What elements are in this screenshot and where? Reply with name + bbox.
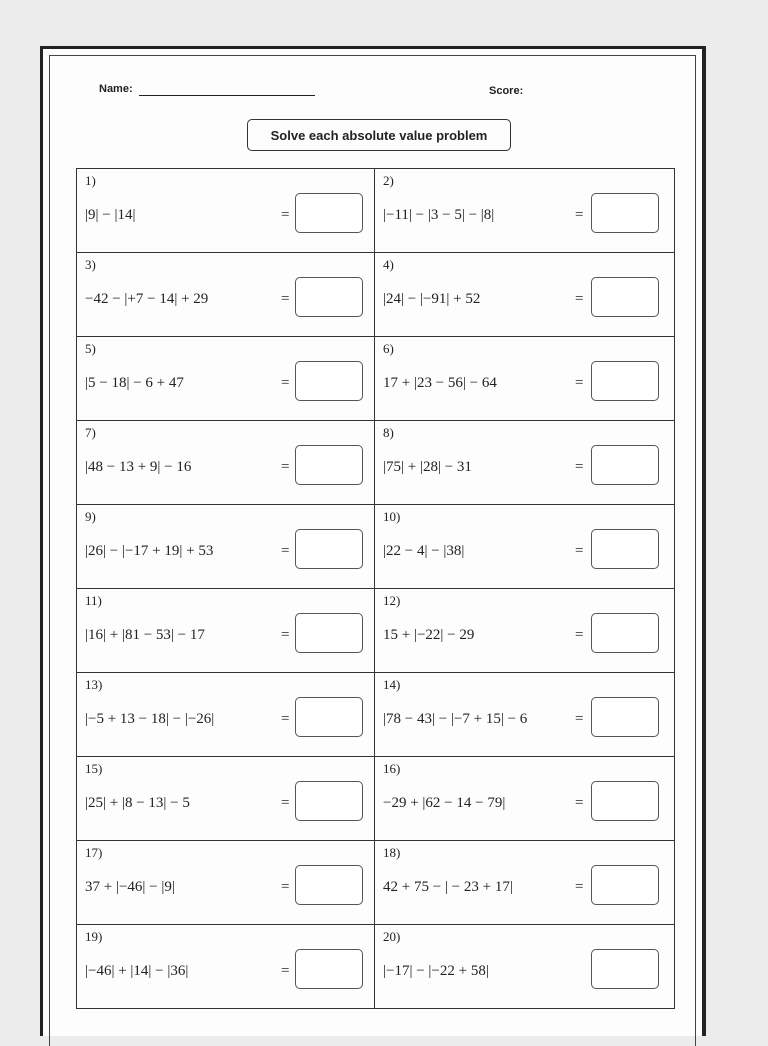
- problem-number: 4): [383, 257, 394, 272]
- worksheet-title: Solve each absolute value problem: [247, 119, 511, 151]
- equals-sign: =: [281, 291, 290, 307]
- answer-box[interactable]: [591, 193, 659, 233]
- problem-number: 12): [383, 593, 401, 608]
- problem-number: 2): [383, 173, 394, 188]
- problem-expression: −42 − |+7 − 14| + 29: [85, 291, 209, 307]
- problem-expression: |5 − 18| − 6 + 47: [85, 375, 184, 391]
- problem-cell: [77, 589, 375, 673]
- equals-sign: =: [281, 375, 290, 391]
- answer-box[interactable]: [295, 697, 363, 737]
- problem-expression: |75| + |28| − 31: [383, 459, 472, 475]
- problem-cell: [375, 505, 675, 589]
- answer-box[interactable]: [295, 277, 363, 317]
- problem-expression: 42 + 75 − | − 23 + 17|: [383, 879, 513, 895]
- equals-sign: =: [575, 207, 584, 223]
- problem-expression: |26| − |−17 + 19| + 53: [85, 543, 214, 559]
- problem-cell: [77, 337, 375, 421]
- problem-expression: |48 − 13 + 9| − 16: [85, 459, 192, 475]
- answer-box[interactable]: [591, 697, 659, 737]
- problem-expression: |16| + |81 − 53| − 17: [85, 627, 205, 643]
- problem-number: 15): [85, 761, 103, 776]
- equals-sign: =: [281, 207, 290, 223]
- problem-expression: |78 − 43| − |−7 + 15| − 6: [383, 711, 528, 727]
- name-label: Name:: [99, 83, 133, 95]
- answer-box[interactable]: [591, 949, 659, 989]
- answer-box[interactable]: [295, 781, 363, 821]
- answer-box[interactable]: [295, 529, 363, 569]
- problem-cell: [375, 421, 675, 505]
- equals-sign: =: [281, 543, 290, 559]
- problem-cell: [375, 169, 675, 253]
- name-field-line[interactable]: [139, 95, 315, 96]
- problem-cell: [77, 169, 375, 253]
- problem-cell: [375, 589, 675, 673]
- problem-cell: [375, 925, 675, 1009]
- problem-cell: [375, 841, 675, 925]
- worksheet-page: [40, 46, 706, 1036]
- problem-expression: |22 − 4| − |38|: [383, 543, 465, 559]
- equals-sign: =: [575, 291, 584, 307]
- answer-box[interactable]: [591, 865, 659, 905]
- problem-grid: [76, 168, 675, 1009]
- problem-expression: |−46| + |14| − |36|: [85, 963, 189, 979]
- problem-number: 1): [85, 173, 96, 188]
- problem-number: 16): [383, 761, 401, 776]
- answer-box[interactable]: [591, 529, 659, 569]
- problem-expression: 37 + |−46| − |9|: [85, 879, 175, 895]
- equals-sign: =: [281, 459, 290, 475]
- answer-box[interactable]: [591, 445, 659, 485]
- problem-expression: 15 + |−22| − 29: [383, 627, 475, 643]
- problem-cell: [375, 253, 675, 337]
- problem-number: 5): [85, 341, 96, 356]
- answer-box[interactable]: [591, 361, 659, 401]
- answer-box[interactable]: [295, 613, 363, 653]
- equals-sign: =: [575, 795, 584, 811]
- problem-cell: [77, 673, 375, 757]
- equals-sign: =: [281, 963, 290, 979]
- problem-expression: 17 + |23 − 56| − 64: [383, 375, 497, 391]
- equals-sign: =: [281, 795, 290, 811]
- problem-expression: |24| − |−91| + 52: [383, 291, 481, 307]
- answer-box[interactable]: [295, 865, 363, 905]
- problem-expression: |9| − |14|: [85, 207, 136, 223]
- problem-number: 13): [85, 677, 103, 692]
- problem-number: 6): [383, 341, 394, 356]
- answer-box[interactable]: [295, 445, 363, 485]
- header: [99, 83, 662, 103]
- problem-expression: |−17| − |−22 + 58|: [383, 963, 489, 979]
- equals-sign: =: [575, 879, 584, 895]
- problem-cell: [77, 841, 375, 925]
- answer-box[interactable]: [591, 781, 659, 821]
- problem-cell: [375, 337, 675, 421]
- problem-number: 8): [383, 425, 394, 440]
- equals-sign: =: [575, 627, 584, 643]
- problem-number: 11): [85, 593, 102, 608]
- problem-number: 18): [383, 845, 401, 860]
- problem-number: 19): [85, 929, 103, 944]
- problem-number: 17): [85, 845, 103, 860]
- equals-sign: =: [575, 375, 584, 391]
- problem-expression: |−5 + 13 − 18| − |−26|: [85, 711, 215, 727]
- problem-number: 20): [383, 929, 401, 944]
- equals-sign: =: [281, 879, 290, 895]
- problem-cell: [375, 673, 675, 757]
- problem-number: 7): [85, 425, 96, 440]
- answer-box[interactable]: [591, 613, 659, 653]
- answer-box[interactable]: [591, 277, 659, 317]
- answer-box[interactable]: [295, 193, 363, 233]
- equals-sign: =: [575, 459, 584, 475]
- problem-number: 3): [85, 257, 96, 272]
- answer-box[interactable]: [295, 361, 363, 401]
- problem-cell: [77, 505, 375, 589]
- problem-cell: [77, 253, 375, 337]
- problem-cell: [77, 757, 375, 841]
- answer-box[interactable]: [295, 949, 363, 989]
- problem-cell: [77, 421, 375, 505]
- equals-sign: =: [575, 711, 584, 727]
- equals-sign: =: [281, 711, 290, 727]
- problem-expression: |25| + |8 − 13| − 5: [85, 795, 190, 811]
- problem-expression: |−11| − |3 − 5| − |8|: [383, 207, 495, 223]
- problem-cell: [375, 757, 675, 841]
- problem-expression: −29 + |62 − 14 − 79|: [383, 795, 506, 811]
- problem-cell: [77, 925, 375, 1009]
- problem-number: 14): [383, 677, 401, 692]
- equals-sign: =: [575, 543, 584, 559]
- problem-number: 9): [85, 509, 96, 524]
- problem-number: 10): [383, 509, 401, 524]
- equals-sign: =: [281, 627, 290, 643]
- score-label: Score:: [489, 85, 524, 97]
